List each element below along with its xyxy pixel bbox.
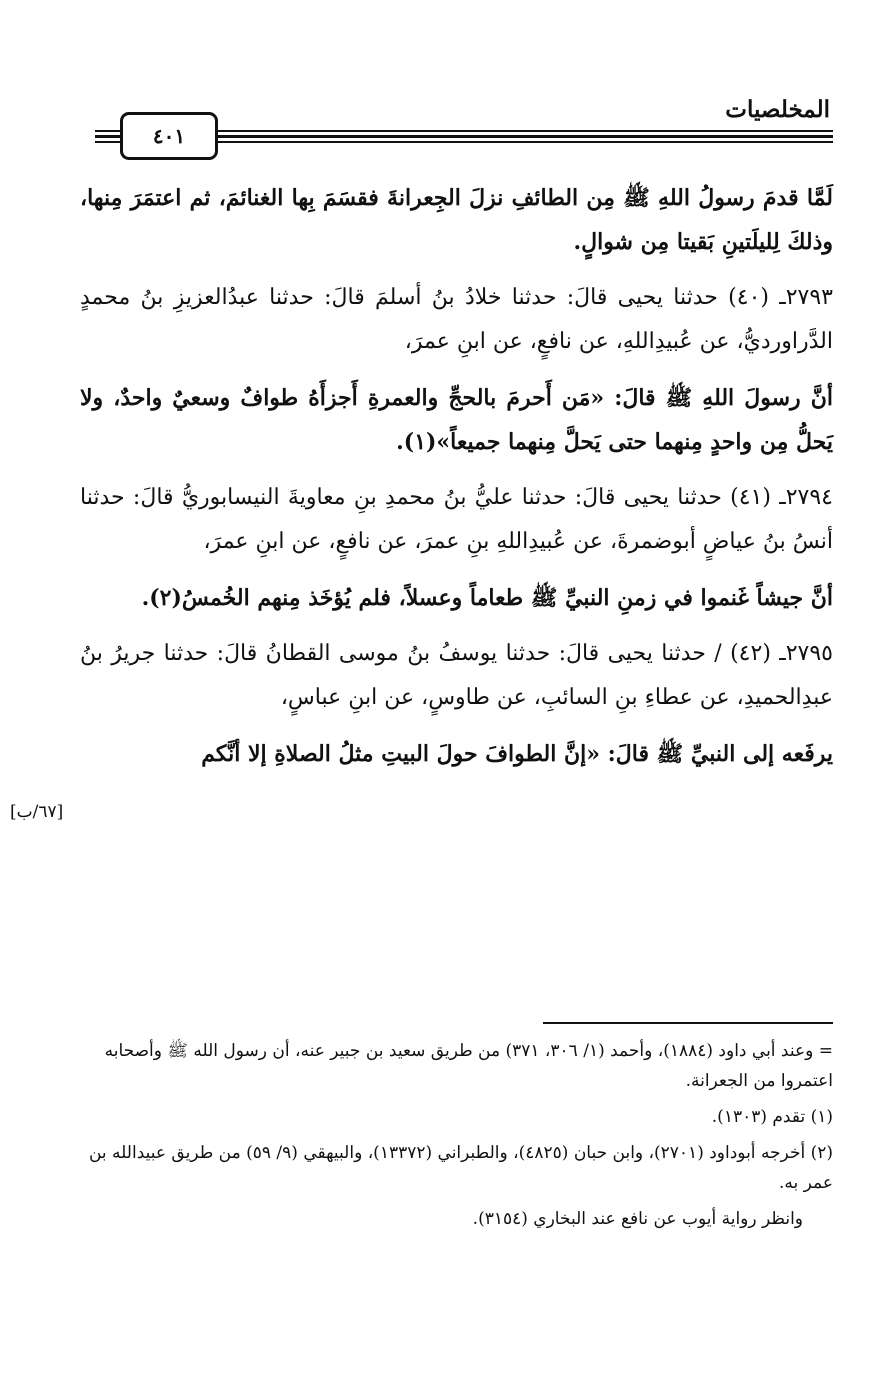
page-number-box — [120, 112, 218, 160]
isnad-text: ٢٧٩٤ـ (٤١) حدثنا يحيى قالَ: حدثنا عليُّ بنُ محمدِ بنِ معاويةَ النيسابوريُّ قالَ: حدثنا أنسُ بنُ عياضٍ أبوضمرةَ، عن عُبيدِاللهِ بنِ عمرَ، عن نافعٍ، عن ابنِ عمرَ، — [80, 485, 833, 554]
hadith-text: أنَّ رسولَ اللهِ ﷺ قالَ: «مَن أَحرمَ بالحجِّ والعمرةِ أَجزأَهُ طوافٌ وسعيٌ واحدٌ، ولا يَحلُّ مِن واحدٍ مِنهما حتى يَحلَّ مِنهما جميعاً»(١). — [80, 385, 833, 455]
hadith-text: لَمَّا قدمَ رسولُ اللهِ ﷺ مِن الطائفِ نزلَ الجِعرانةَ فقسَمَ بِها الغنائمَ، ثم اعتمَرَ مِنها، وذلكَ لِليلَتينِ بَقيتا مِن شوالٍ. — [80, 185, 833, 255]
footnote: (١) تقدم (١٣٠٣). — [711, 1107, 833, 1127]
isnad-text: ٢٧٩٥ـ (٤٢) / حدثنا يحيى قالَ: حدثنا يوسفُ بنُ موسى القطانُ قالَ: حدثنا جريرُ بنُ عبدِالحميدِ، عن عطاءِ بنِ السائبِ، عن طاوسٍ، عن ابنِ عباسٍ، — [80, 641, 833, 710]
footnote: = وعند أبي داود (١٨٨٤)، وأحمد (١/ ٣٠٦، ٣٧١) من طريق سعيد بن جبير عنه، أن رسول الله ﷺ وأصحابه اعتمروا من الجعرانة. — [104, 1041, 833, 1091]
footnote: (٢) أخرجه أبوداود (٢٧٠١)، وابن حبان (٤٨٢٥)، والطبراني (١٣٣٧٢)، والبيهقي (٩/ ٥٩) من طريق عبيدالله بن عمر به. — [88, 1143, 833, 1193]
page-header — [0, 0, 885, 170]
hadith-text: أنَّ جيشاً غَنموا في زمنِ النبيِّ ﷺ طعاماً وعسلاً، فلم يُؤخَذ مِنهم الخُمسُ(٢). — [141, 585, 833, 611]
manuscript-folio-ref: [٦٧/ب] — [10, 802, 64, 822]
hadith-text: يرفَعه إلى النبيِّ ﷺ قالَ: «إنَّ الطوافَ حولَ البيتِ مثلُ الصلاةِ إلا أنَّكم — [201, 741, 833, 767]
footnote: وانظر رواية أيوب عن نافع عند البخاري (٣١٥٤). — [472, 1209, 803, 1229]
main-text — [80, 176, 833, 788]
book-title: المخلصيات — [725, 96, 830, 123]
footnote-divider — [543, 1022, 833, 1024]
footnotes — [80, 1036, 833, 1240]
isnad-text: ٢٧٩٣ـ (٤٠) حدثنا يحيى قالَ: حدثنا خلادُ بنُ أسلمَ قالَ: حدثنا عبدُالعزيزِ بنُ محمدٍ الدَّراورديُّ، عن عُبيدِاللهِ، عن نافعٍ، عن ابنِ عمرَ، — [80, 285, 833, 354]
page-number: ٤٠١ — [152, 124, 186, 148]
